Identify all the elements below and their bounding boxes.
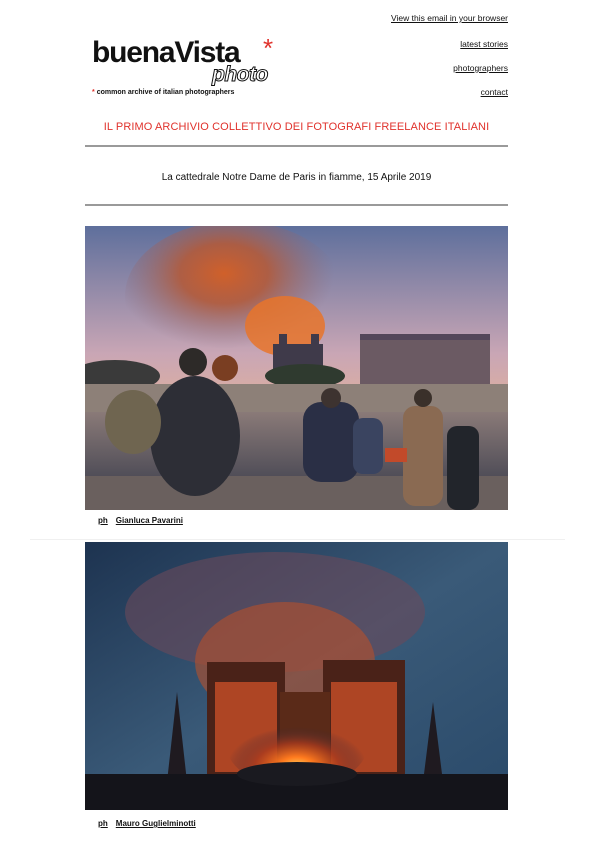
photo-1-image bbox=[85, 226, 508, 510]
logo-tagline bbox=[92, 89, 234, 96]
logo-photo-text: photo bbox=[212, 63, 268, 86]
photo-2-credit[interactable] bbox=[98, 819, 196, 828]
credit-prefix: ph bbox=[98, 819, 108, 828]
photo-notre-dame-fire[interactable] bbox=[85, 542, 508, 810]
story-title: La cattedrale Notre Dame de Paris in fiamme, 15 Aprile 2019 bbox=[161, 172, 432, 183]
photo-2-image bbox=[85, 542, 508, 810]
view-in-browser-link[interactable]: View this email in your browser bbox=[391, 13, 508, 23]
credit-name: Gianluca Pavarini bbox=[115, 516, 183, 525]
nav-latest-stories-link[interactable]: latest stories bbox=[460, 39, 508, 49]
tagline-text: common archive of italian photographers bbox=[96, 89, 235, 96]
tagline-asterisk-icon: * bbox=[92, 89, 95, 96]
photo-notre-dame-seine[interactable] bbox=[85, 226, 508, 510]
logo-wordmark: buenaVista bbox=[92, 36, 240, 69]
section-separator bbox=[30, 539, 565, 540]
photo-1-credit[interactable] bbox=[98, 516, 183, 525]
brand-logo[interactable] bbox=[92, 33, 292, 100]
nav-contact-link[interactable]: contact bbox=[480, 87, 508, 97]
divider-bottom bbox=[85, 204, 508, 206]
logo-asterisk-icon: * bbox=[263, 33, 274, 63]
credit-name: Mauro Guglielminotti bbox=[115, 819, 196, 828]
divider-top bbox=[85, 145, 508, 147]
newsletter-headline: IL PRIMO ARCHIVIO COLLETTIVO DEI FOTOGRAFI FREELANCE ITALIANI bbox=[103, 121, 490, 133]
nav-photographers-link[interactable]: photographers bbox=[453, 63, 508, 73]
credit-prefix: ph bbox=[98, 516, 108, 525]
